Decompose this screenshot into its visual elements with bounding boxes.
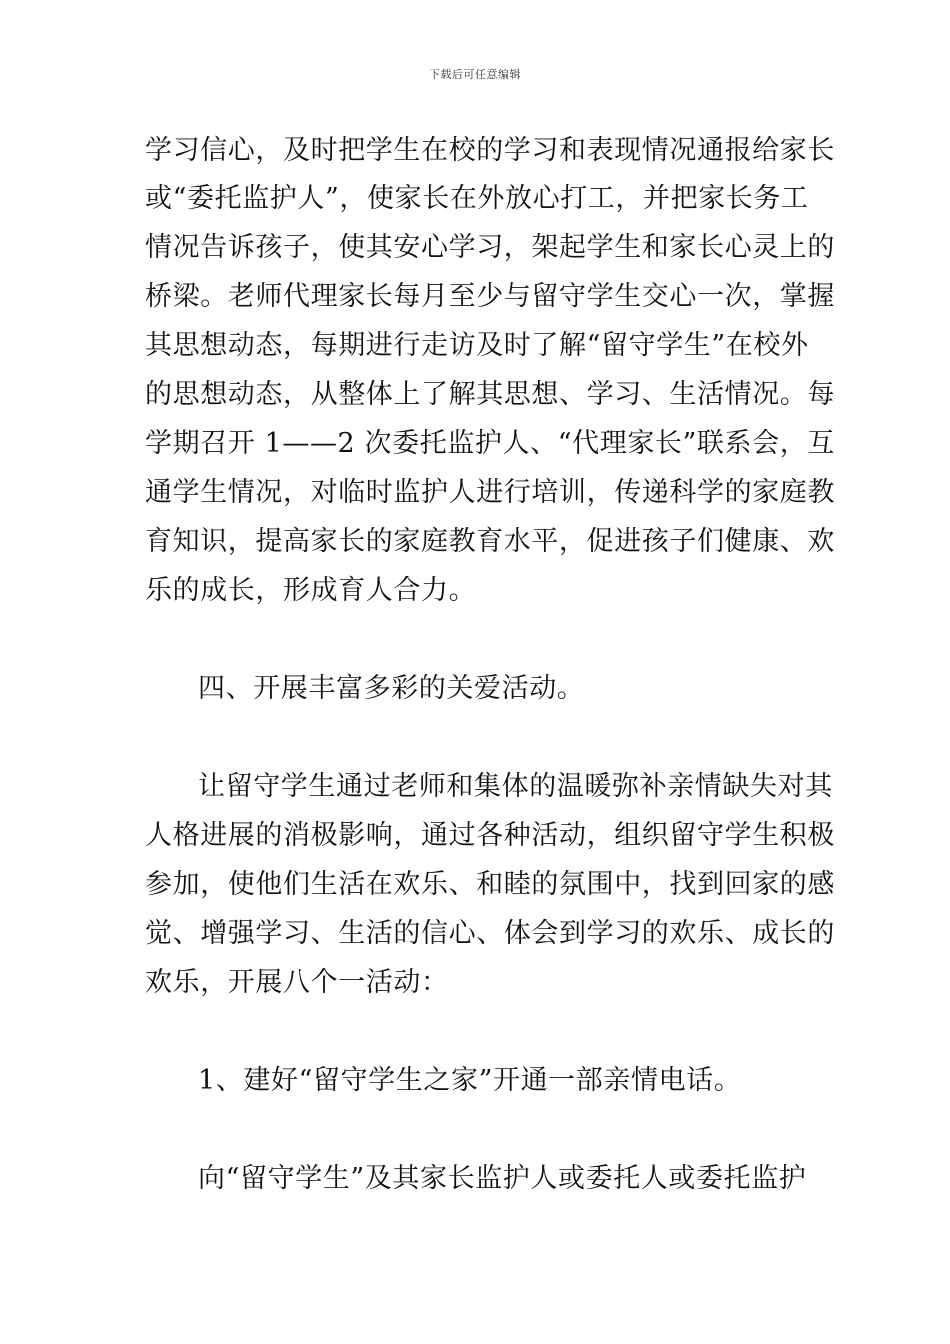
text-line: 学习信心，及时把学生在校的学习和表现情况通报给家长 bbox=[145, 135, 835, 166]
text-line: 参加，使他们生活在欢乐、和睦的氛围中，找到回家的感 bbox=[145, 869, 835, 900]
text-line: 其思想动态，每期进行走访及时了解“留守学生”在校外 bbox=[145, 330, 809, 361]
text-line: 乐的成长，形成育人合力。 bbox=[145, 575, 477, 606]
text-line: 欢乐，开展八个一活动： bbox=[145, 967, 449, 998]
text-line: 情况告诉孩子，使其安心学习，架起学生和家长心灵上的 bbox=[145, 232, 835, 263]
text-line: 桥梁。老师代理家长每月至少与留守学生交心一次，掌握 bbox=[145, 281, 835, 312]
text-line: 觉、增强学习、生活的信心、体会到学习的欢乐、成长的 bbox=[145, 918, 835, 949]
text-line: 学期召开 1——2 次委托监护人、“代理家长”联系会，互 bbox=[145, 428, 835, 459]
text-line: 通学生情况，对临时监护人进行培训，传递科学的家庭教 bbox=[145, 477, 835, 508]
text-line: 向“留守学生”及其家长监护人或委托人或委托监护 bbox=[198, 1163, 807, 1194]
text-line: 人格进展的消极影响，通过各种活动，组织留守学生积极 bbox=[145, 820, 835, 851]
list-item-line: 1、建好“留守学生之家”开通一部亲情电话。 bbox=[198, 1065, 742, 1096]
text-line: 或“委托监护人”，使家长在外放心打工，并把家长务工 bbox=[145, 183, 809, 214]
text-line: 的思想动态，从整体上了解其思想、学习、生活情况。每 bbox=[145, 379, 835, 410]
text-line: 让留守学生通过老师和集体的温暖弥补亲情缺失对其 bbox=[198, 771, 833, 802]
heading-line: 四、开展丰富多彩的关爱活动。 bbox=[198, 673, 585, 704]
header-note: 下载后可任意编辑 bbox=[429, 68, 521, 81]
text-line: 育知识，提高家长的家庭教育水平，促进孩子们健康、欢 bbox=[145, 526, 835, 557]
